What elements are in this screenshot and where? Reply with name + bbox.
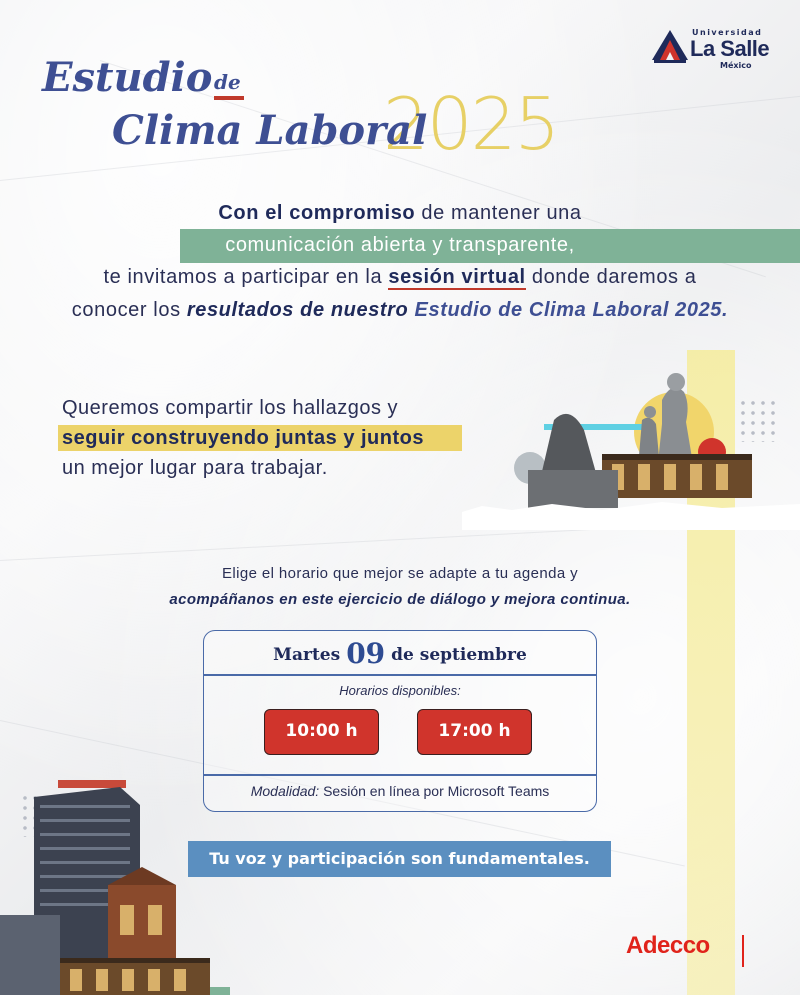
intro-line-4-a: conocer los — [71, 299, 187, 321]
choose-line-2: acompáñanos en este ejercicio de diálogo y mejora continua. — [169, 591, 631, 608]
intro-bold: Con el compromiso — [218, 202, 416, 224]
intro-line-2: comunicación abierta y transparente, — [225, 234, 575, 256]
card-divider-top — [204, 674, 596, 676]
title-line-2: Clima Laboral — [112, 107, 428, 154]
intro-line-3-b: donde daremos a — [525, 266, 697, 288]
intro-line-3 — [0, 266, 800, 289]
logo-name: La Salle — [690, 36, 770, 61]
intro-line-3-a: te invitamos a participar en la — [103, 266, 389, 288]
closing-banner: Tu voz y participación son fundamentales. — [188, 841, 611, 877]
modality-label: Modalidad: — [250, 783, 320, 799]
share-line-2: seguir construyendo juntas y juntos — [62, 427, 424, 449]
schedule-card — [203, 630, 597, 812]
day-number: 09 — [346, 637, 386, 670]
horarios-label: Horarios disponibles: — [339, 683, 461, 698]
la-salle-emblem-icon — [652, 30, 688, 64]
building-illustration — [0, 775, 230, 995]
modality-value: Sesión en línea por Microsoft Teams — [319, 783, 550, 799]
intro-line-1 — [0, 202, 800, 225]
month-label: de septiembre — [391, 645, 527, 665]
intro-line-4-blue: Estudio de Clima Laboral 2025. — [408, 299, 729, 321]
title-year: 2025 — [383, 82, 559, 166]
title-line-1: Estudio — [42, 54, 213, 101]
share-line-3: un mejor lugar para trabajar. — [62, 457, 328, 479]
logo-country: México — [720, 61, 752, 70]
session-date — [204, 637, 596, 670]
intro-line-1-rest: de mantener una — [415, 202, 582, 224]
sesion-virtual-text: sesión virtual — [388, 266, 526, 288]
share-line-1: Queremos compartir los hallazgos y — [62, 397, 399, 419]
modality-text — [204, 783, 596, 799]
statue-illustration — [462, 360, 800, 530]
time-slot-1700-button[interactable]: 17:00 h — [417, 709, 532, 755]
card-divider-bottom — [204, 774, 596, 776]
day-name: Martes — [273, 645, 341, 665]
time-slot-1000-button[interactable]: 10:00 h — [264, 709, 379, 755]
adecco-divider — [742, 935, 744, 967]
adecco-logo: Adecco — [626, 932, 710, 959]
choose-line-1: Elige el horario que mejor se adapte a tu agenda y — [221, 565, 579, 582]
title-de-underline — [214, 96, 244, 100]
la-salle-logo — [652, 26, 770, 72]
title-de: de — [214, 70, 241, 94]
intro-line-4-bold: resultados de nuestro — [186, 299, 409, 321]
logo-university-label: Universidad — [692, 28, 763, 37]
intro-line-4 — [0, 299, 800, 322]
